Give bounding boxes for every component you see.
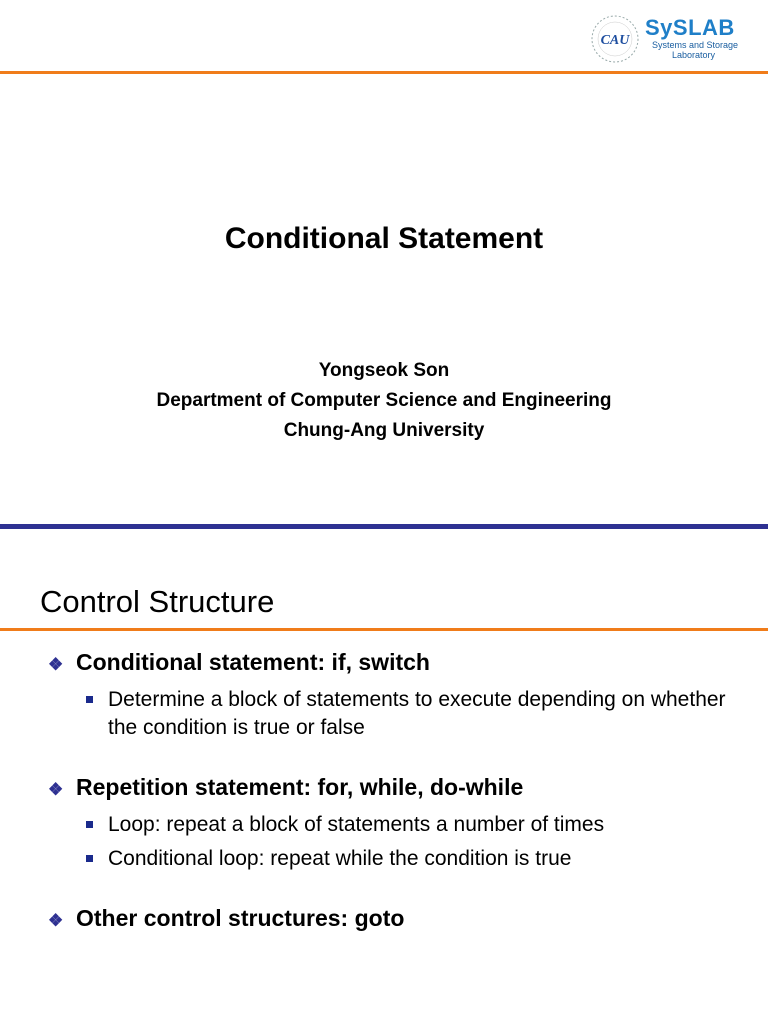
- bullet-group: [48, 903, 748, 936]
- sub-bullet-text: Loop: repeat a block of statements a number of times: [108, 813, 605, 836]
- sub-list: [86, 686, 748, 742]
- sub-bullet-item: [86, 811, 748, 839]
- diamond-bullet-icon: ❖: [48, 780, 64, 799]
- heading-rule: [0, 628, 768, 631]
- brand-subtitle: Systems and Storage: [652, 40, 739, 50]
- diamond-bullet-icon: ❖: [48, 655, 64, 674]
- bullet-group: [48, 772, 748, 873]
- square-bullet-icon: [86, 696, 93, 703]
- university: Chung-Ang University: [283, 420, 485, 441]
- square-bullet-icon: [86, 855, 93, 862]
- bullet-label: Repetition statement: for, while, do-while: [76, 774, 524, 800]
- slide-heading: Control Structure: [40, 584, 275, 619]
- sub-bullet-item: [86, 686, 748, 742]
- brand-name: SySLAB: [645, 15, 735, 40]
- seal-text: CAU: [600, 33, 630, 48]
- sub-bullet-text: Conditional loop: repeat while the condition is true: [108, 847, 572, 870]
- bullet-group: [48, 647, 748, 742]
- bullet-content: [48, 647, 748, 966]
- department: Department of Computer Science and Engineering: [156, 390, 612, 411]
- syslab-logo: [590, 12, 750, 64]
- bullet-item: [48, 647, 748, 680]
- square-bullet-icon: [86, 821, 93, 828]
- sub-bullet-item: [86, 845, 748, 873]
- sub-bullet-text: Determine a block of statements to execute depending on whether the condition is true or false: [108, 688, 726, 739]
- bullet-item: [48, 772, 748, 805]
- brand-subtitle-2: Laboratory: [672, 50, 716, 60]
- author-block: [0, 356, 768, 446]
- bullet-label: Conditional statement: if, switch: [76, 649, 430, 675]
- diamond-bullet-icon: ❖: [48, 911, 64, 930]
- sub-list: [86, 811, 748, 873]
- university-seal-icon: [590, 14, 640, 64]
- bullet-item: [48, 903, 748, 936]
- author-name: Yongseok Son: [318, 360, 450, 381]
- bullet-label: Other control structures: goto: [76, 905, 405, 931]
- header-rule: [0, 71, 768, 74]
- slide-title: Conditional Statement: [224, 222, 544, 255]
- content-slide: [0, 529, 768, 1024]
